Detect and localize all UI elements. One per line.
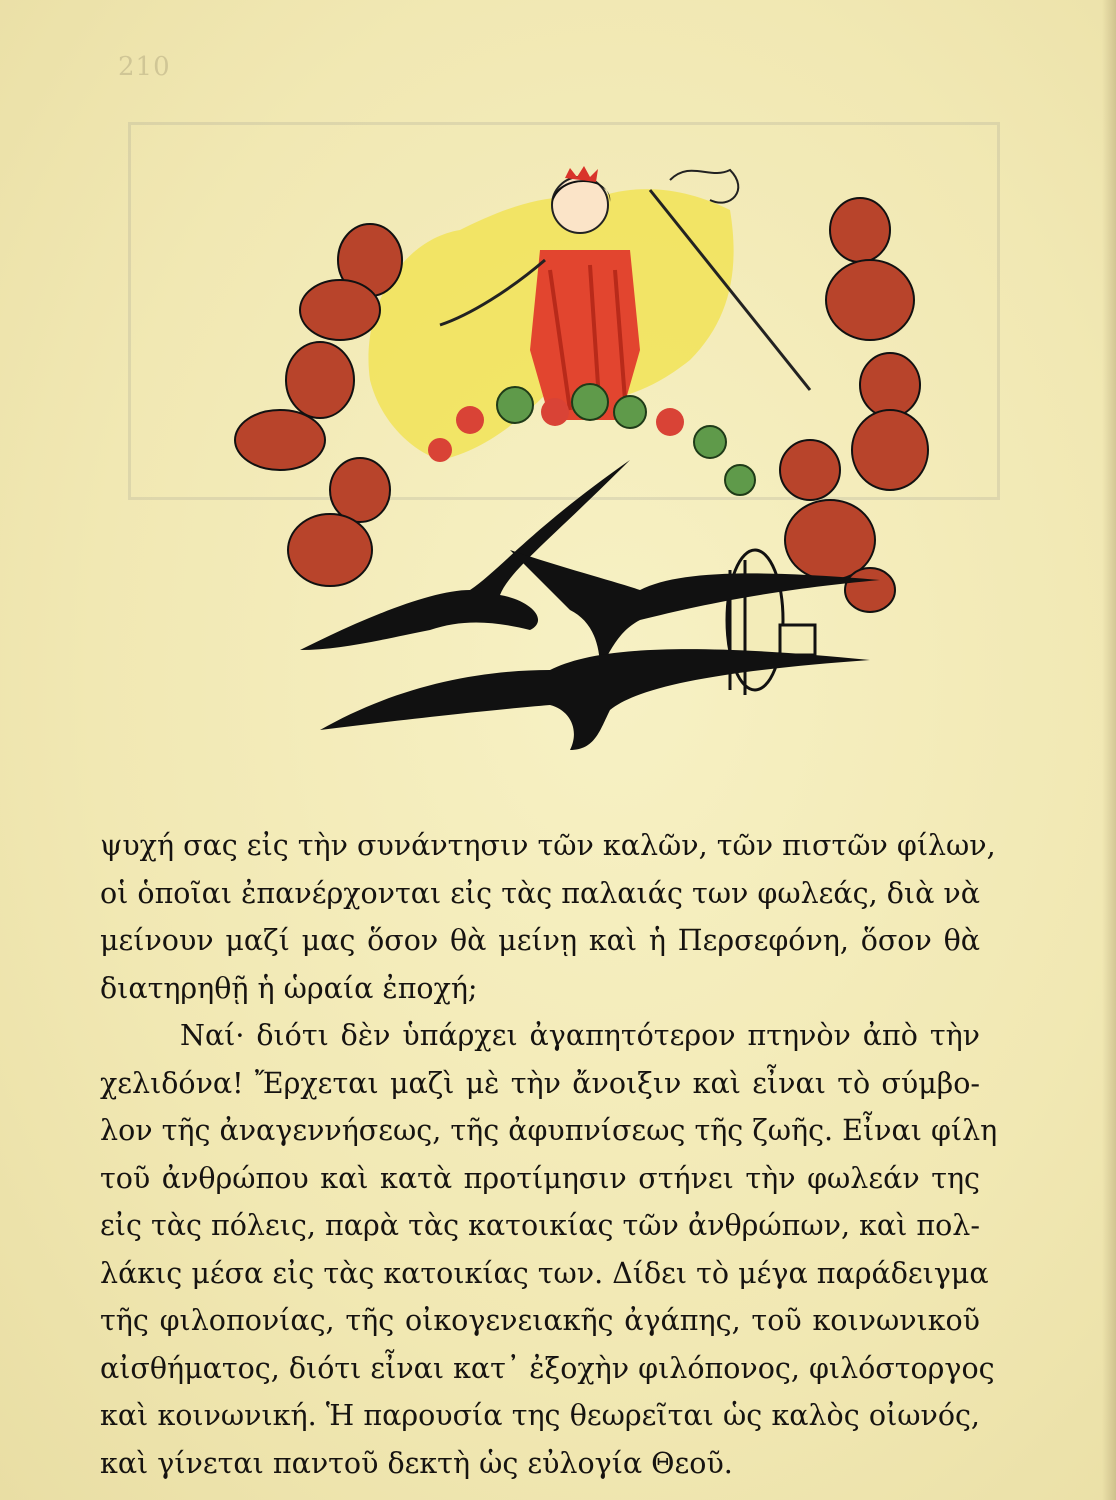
page-spine-shadow (1102, 0, 1116, 1500)
page-number: 210 (118, 52, 171, 82)
text-line: τοῦ ἀνθρώπου καὶ κατὰ προτίμησιν στήνει τὴν φωλεάν της (100, 1161, 980, 1195)
text-line: εἰς τὰς πόλεις, παρὰ τὰς κατοικίας τῶν ἀνθρώπων, καὶ πολ- (100, 1209, 980, 1242)
text-line: Ναί· διότι δὲν ὑπάρχει ἀγαπητότερον πτηνὸν ἀπὸ τὴν (180, 1019, 980, 1052)
text-line: οἱ ὁποῖαι ἐπανέρχονται εἰς τὰς παλαιάς των φωλεάς, διὰ νὰ (100, 876, 980, 910)
text-line: λον τῆς ἀναγεννήσεως, τῆς ἀφυπνίσεως τῆς ζωῆς. Εἶναι φίλη (100, 1114, 998, 1147)
text-line: μείνουν μαζί μας ὅσον θὰ μείνῃ καὶ ἡ Περσεφόνη, ὅσον θὰ (100, 924, 980, 957)
text-line: καὶ γίνεται παντοῦ δεκτὴ ὡς εὐλογία Θεοῦ. (100, 1446, 733, 1480)
text-line: λάκις μέσα εἰς τὰς κατοικίας των. Δίδει τὸ μέγα παράδειγμα (100, 1256, 989, 1290)
paragraph-1 (100, 822, 996, 1012)
paragraph-2 (100, 1012, 998, 1487)
body-text (100, 822, 998, 1487)
text-line: καὶ κοινωνική. Ἡ παρουσία της θεωρεῖται ὡς καλὸς οἰωνός, (100, 1399, 980, 1432)
text-line: χελιδόνα! Ἔρχεται μαζὶ μὲ τὴν ἄνοιξιν καὶ εἶναι τὸ σύμβο- (100, 1066, 980, 1100)
persephone-cherubs-swallows-illustration-icon (170, 150, 970, 750)
text-line: διατηρηθῇ ἡ ὡραία ἐποχή; (100, 971, 478, 1005)
text-line: αἰσθήματος, διότι εἶναι κατ᾽ ἐξοχὴν φιλόπονος, φιλόστοργος (100, 1351, 995, 1385)
text-line: τῆς φιλοπονίας, τῆς οἰκογενειακῆς ἀγάπης, τοῦ κοινωνικοῦ (100, 1304, 980, 1337)
text-line: ψυχή σας εἰς τὴν συνάντησιν τῶν καλῶν, τῶν πιστῶν φίλων, (100, 829, 996, 862)
